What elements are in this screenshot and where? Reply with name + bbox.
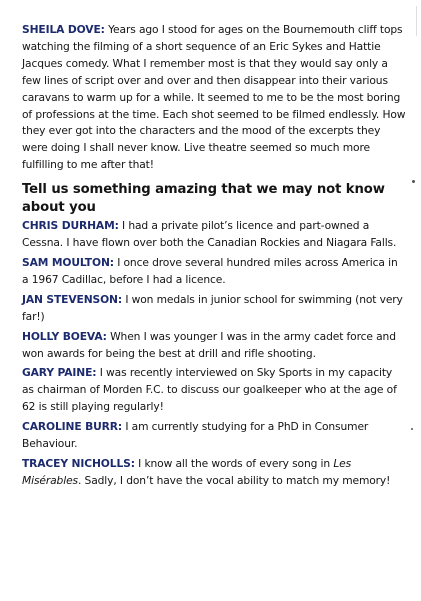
speaker-name: SAM MOULTON: xyxy=(22,255,114,269)
musical-title: Les Misérables xyxy=(22,456,352,487)
speaker-text: I once drove several hundred miles across America in a 1967 Cadillac, before I had a licence. xyxy=(22,255,398,286)
intro-paragraph xyxy=(22,22,407,174)
article-body xyxy=(22,22,407,493)
section-heading: Tell us something amazing that we may not know about you xyxy=(22,182,385,215)
speaker-text: I am currently studying for a PhD in Consumer Behaviour. xyxy=(22,420,369,451)
speaker-text: I won medals in junior school for swimming (not very far!) xyxy=(22,292,403,323)
speaker-text: I was recently interviewed on Sky Sports in my capacity as chairman of Morden F.C. to discuss our goalkeeper who at the age of 62 is still playing regularly! xyxy=(22,366,397,414)
speaker-name: SHEILA DOVE: xyxy=(22,23,105,36)
entry-caroline-burr xyxy=(22,419,407,453)
page-edge-mark xyxy=(416,6,417,36)
page-edge-dot xyxy=(411,428,413,430)
speaker-name: CHRIS DURHAM: xyxy=(22,219,119,233)
speaker-name: JAN STEVENSON: xyxy=(22,292,123,306)
entry-sam-moulton xyxy=(22,255,407,289)
entry-jan-stevenson xyxy=(22,292,407,326)
page-edge-dot xyxy=(412,180,415,183)
entry-chris-durham xyxy=(22,218,407,252)
speaker-name: CAROLINE BURR: xyxy=(22,420,123,434)
speaker-text: Years ago I stood for ages on the Bournemouth cliff tops watching the filming of a short sequence of an Eric Sykes and Hattie Jacques comedy. What I remember most is that they would say only a few lines of script over and over and then disappear into their various caravans to warm up for a while. It seemed to me to be the most boring of professions at the time. Each shot seemed to be filmed endlessly. How they ever got into the characters and the mood of the excerpts they were doing I shall never know. Live theatre seemed so much more fulfilling to me after that! xyxy=(22,23,406,172)
speaker-text: When I was younger I was in the army cadet force and won awards for being the best at drill and rifle shooting. xyxy=(22,329,396,360)
entry-gary-paine xyxy=(22,365,407,416)
speaker-text: I had a private pilot’s licence and part-owned a Cessna. I have flown over both the Canadian Rockies and Niagara Falls. xyxy=(22,219,397,250)
entry-tracey-nicholls xyxy=(22,456,407,490)
speaker-text: I know all the words of every song in xyxy=(134,456,334,470)
entry-holly-boeva xyxy=(22,329,407,363)
speaker-name: HOLLY BOEVA: xyxy=(22,329,107,343)
speaker-name: GARY PAINE: xyxy=(22,366,97,380)
speaker-name: TRACEY NICHOLLS: xyxy=(22,456,135,470)
speaker-text-end: . Sadly, I don’t have the vocal ability to match my memory! xyxy=(77,473,391,487)
